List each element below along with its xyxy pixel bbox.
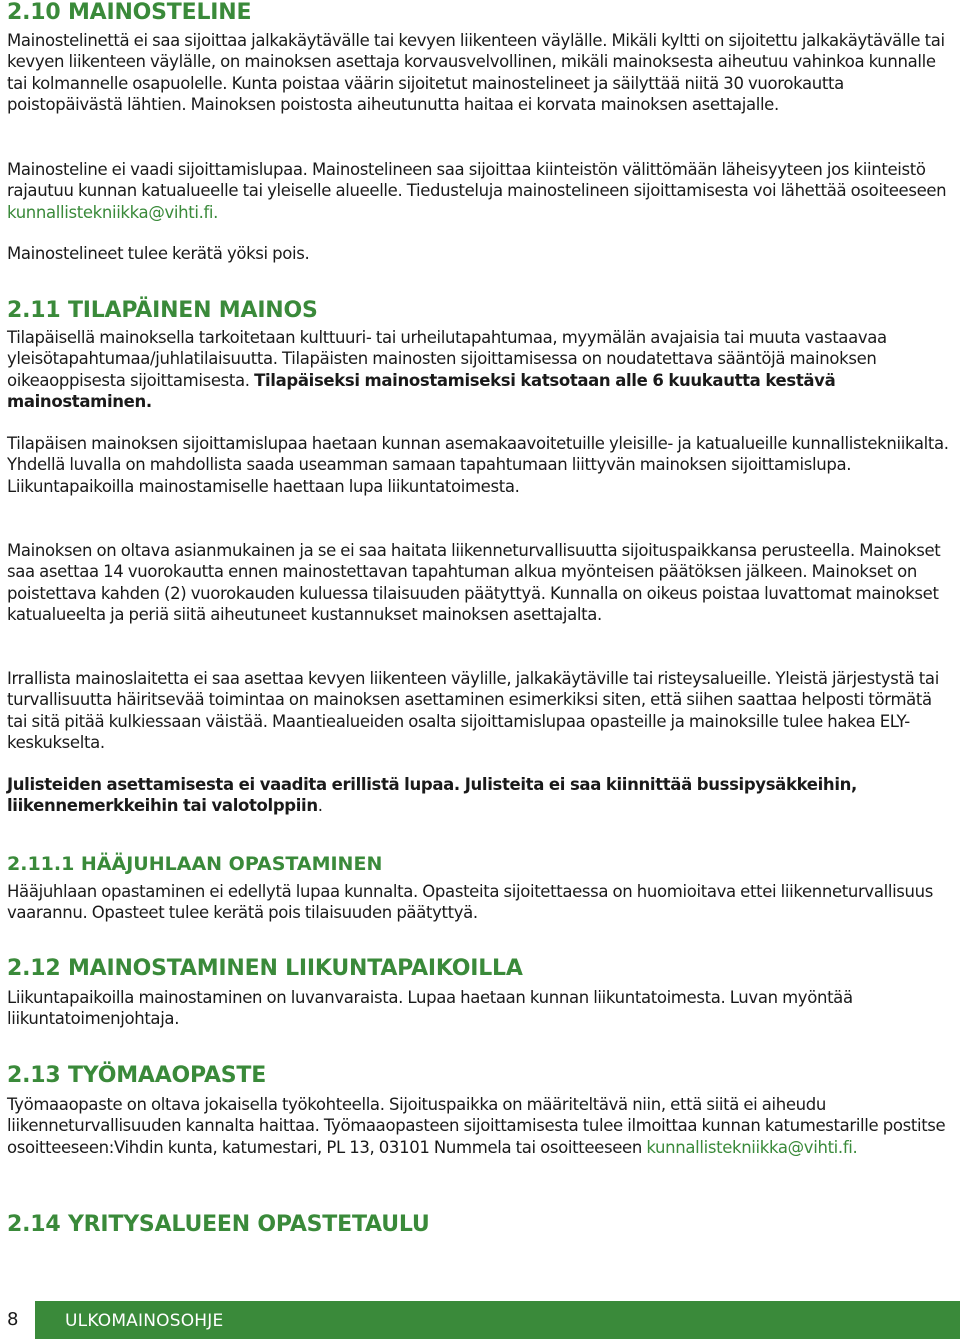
paragraph-2-11-2: Tilapäisen mainoksen sijoittamislupaa haetaan kunnan asemakaavoitetuille yleisille- ja katualueille kunnallistekniikalta. Yhdellä luvalla on mahdollista saada useamman samaan tapahtumaan liittyvän mainoksen sijoittamislupa. Liikuntapaikoilla mainostamiselle haettaan lupa liikuntatoimesta. bbox=[7, 434, 949, 496]
paragraph-2-10-3: Mainostelineet tulee kerätä yöksi pois. bbox=[7, 244, 310, 263]
bold-statement: Julisteiden asettamisesta ei vaadita erillistä lupaa. Julisteita ei saa kiinnittää bussipysäkkeihin, liikennemerkkeihin tai valotolppiin bbox=[7, 775, 857, 816]
paragraph-2-11-5 bbox=[7, 774, 955, 817]
paragraph-2-12-1: Liikuntapaikoilla mainostaminen on luvanvaraista. Lupaa haetaan kunnan liikuntatoimesta. Luvan myöntää liikuntatoimenjohtaja. bbox=[7, 988, 853, 1029]
paragraph-text: Tilapäisellä mainoksella tarkoitetaan kulttuuri- tai urheilutapahtumaa, myymälän avajaisia tai muuta vastaavaa yleisötapahtumaa/juhlatilaisuutta. Tilapäisten mainosten sijoittamisessa on noudatettava sääntöjä mainoksen oikeaoppisesta sijoittamisesta. bbox=[7, 328, 887, 390]
heading-2-12: 2.12 MAINOSTAMINEN LIIKUNTAPAIKOILLA bbox=[7, 956, 523, 981]
email-link-2[interactable]: kunnallistekniikka@vihti.fi. bbox=[646, 1137, 858, 1157]
paragraph-end: . bbox=[317, 796, 323, 816]
paragraph-2-11-1-1: Hääjuhlaan opastaminen ei edellytä lupaa kunnalta. Opasteita sijoitettaessa on huomioitava ettei liikenneturvallisuus vaarannu. Opasteet tulee kerätä pois tilaisuuden päätyttyä. bbox=[7, 882, 934, 923]
page-footer bbox=[0, 1300, 960, 1340]
heading-2-13: 2.13 TYÖMAAOPASTE bbox=[7, 1063, 267, 1088]
paragraph-2-10-1: Mainostelinettä ei saa sijoittaa jalkakäytävälle tai kevyen liikenteen väylälle. Mikäli kyltti on sijoitettu jalkakäytävälle tai kevyen liikenteen väylälle, on mainoksen asettaja korvausvelvollinen, mikäli mainoksesta aiheutuu vahinkoa kunnalle tai kolmannelle osapuolelle. Kunta poistaa väärin sijoitetut mainostelineet ja säilyttää niitä 30 vuorokautta poistopäivästä lähtien. Mainoksen poistosta aiheutunutta haitaa ei korvata mainoksen asettajalle. bbox=[7, 31, 945, 115]
footer-title: ULKOMAINOSOHJE bbox=[65, 1311, 224, 1331]
heading-2-10: 2.10 MAINOSTELINE bbox=[7, 0, 252, 25]
heading-2-14: 2.14 YRITYSALUEEN OPASTETAULU bbox=[7, 1212, 430, 1237]
page-number: 8 bbox=[7, 1309, 19, 1330]
paragraph-2-11-1 bbox=[7, 327, 955, 413]
paragraph-2-13-1 bbox=[7, 1094, 955, 1158]
paragraph-2-11-4: Irrallista mainoslaitetta ei saa asettaa kevyen liikenteen väylille, jalkakäytäville tai risteysalueille. Yleistä järjestystä tai turvallisuutta häiritsevää toimintaa on mainoksen asettaminen esimerkiksi siten, että siihen saattaa helposti törmätä tai sitä pitää kulkiessaan väistää. Maantiealueiden osalta sijoittamislupaa opasteille ja mainoksille tulee hakea ELY-keskukselta. bbox=[7, 669, 939, 753]
heading-2-11-1: 2.11.1 HÄÄJUHLAAN OPASTAMINEN bbox=[7, 853, 383, 875]
paragraph-text: Työmaaopaste on oltava jokaisella työkohteella. Sijoituspaikka on määriteltävä niin, että siitä ei aiheudu liikenneturvallisuuden kannalta haittaa. Työmaaopasteen sijoittamisesta tulee ilmoittaa kunnan katumestarille postitse osoitteeseen:Vihdin kunta, katumestari, PL 13, 03101 Nummela tai osoitteeseen bbox=[7, 1095, 946, 1157]
paragraph-2-10-2 bbox=[7, 159, 955, 223]
paragraph-2-11-3: Mainoksen on oltava asianmukainen ja se ei saa haitata liikenneturvallisuutta sijoituspaikkansa perusteella. Mainokset saa asettaa 14 vuorokautta ennen mainostettavan tapahtuman alkua myönteisen päätöksen jälkeen. Mainokset on poistettava kahden (2) vuorokauden kuluessa tilaisuuden päätyttyä. Kunnalla on oikeus poistaa luvattomat mainokset katualueelta ja periä siitä aiheutuneet kustannukset mainoksen asettajalta. bbox=[7, 541, 941, 625]
paragraph-text: Mainosteline ei vaadi sijoittamislupaa. Mainostelineen saa sijoittaa kiinteistön välittömään läheisyyteen jos kiinteistö rajautuu kunnan katualueelle tai yleiselle alueelle. Tiedusteluja mainostelineen sijoittamisesta voi lähettää osoiteeseen bbox=[7, 160, 947, 201]
bold-statement: Tilapäiseksi mainostamiseksi katsotaan alle 6 kuukautta kestävä mainostaminen. bbox=[7, 370, 836, 412]
email-link-1[interactable]: kunnallistekniikka@vihti.fi. bbox=[7, 202, 219, 222]
footer-bar bbox=[35, 1301, 960, 1339]
heading-2-11: 2.11 TILAPÄINEN MAINOS bbox=[7, 298, 318, 323]
